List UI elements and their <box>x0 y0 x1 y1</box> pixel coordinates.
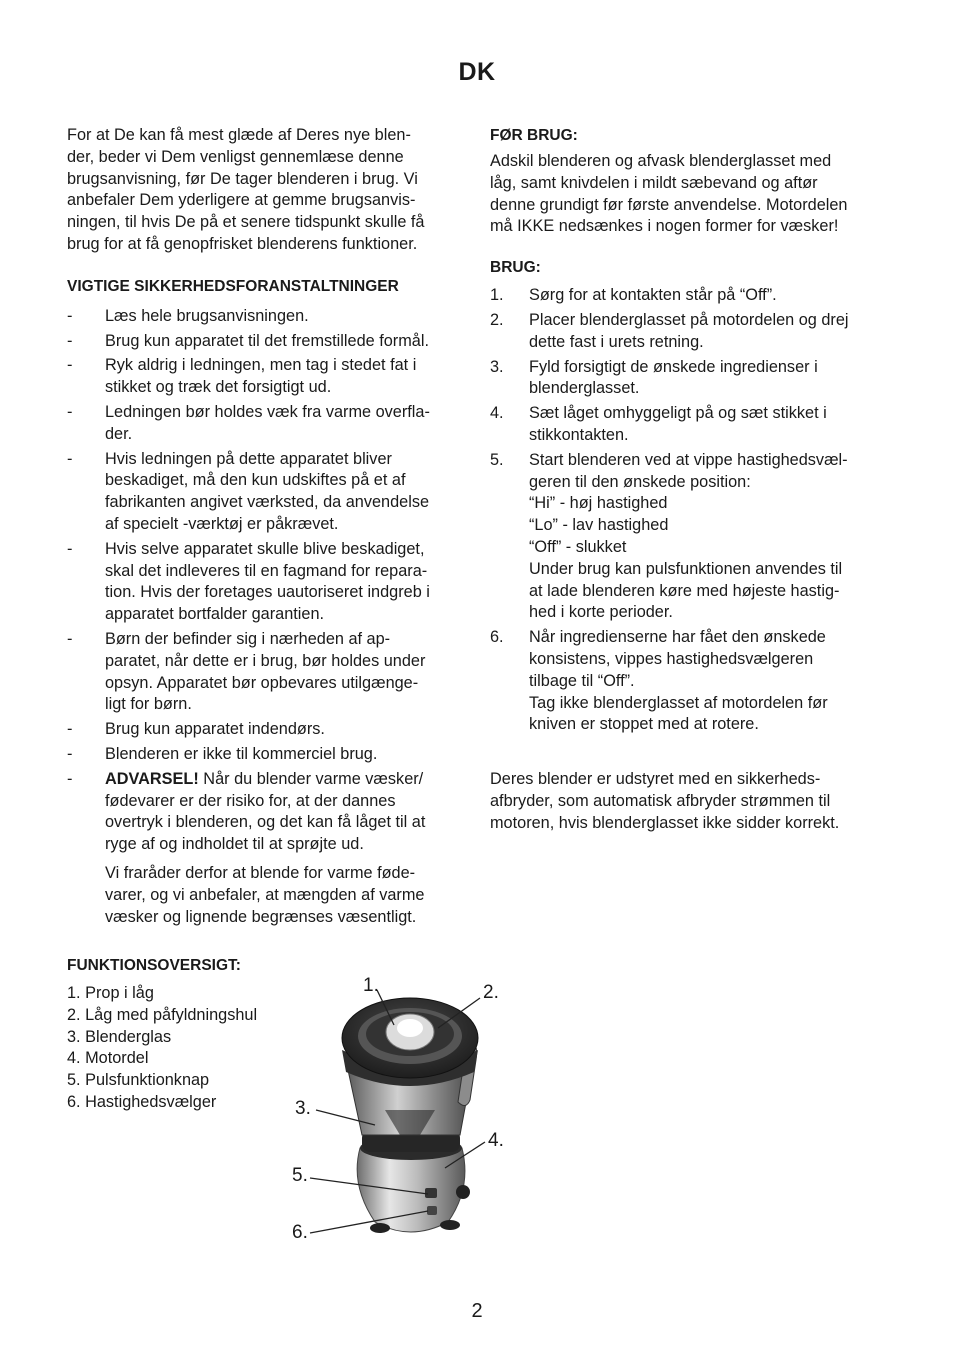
safety-line: skal det indleveres til en fagmand for repara- <box>105 561 428 580</box>
before-use-text <box>490 151 890 238</box>
use-heading: BRUG: <box>490 259 541 277</box>
callout-4: 4. <box>488 1130 504 1151</box>
safety-line: opsyn. Apparatet bør opbevares utilgænge- <box>105 673 419 692</box>
warning-advice <box>105 863 467 928</box>
safety-line: Hvis selve apparatet skulle blive beskadiget, <box>105 539 425 558</box>
warning-advice-line: varer, og vi anbefaler, at mængden af varme <box>105 885 425 904</box>
left-column <box>67 125 467 931</box>
dash-bullet: - <box>67 769 73 788</box>
intro-paragraph <box>67 125 467 256</box>
dash-bullet: - <box>67 331 73 350</box>
intro-line: der, beder vi Dem venligst gennemlæse denne <box>67 147 404 166</box>
overview-item: 4. Motordel <box>67 1049 149 1068</box>
dash-bullet: - <box>67 356 73 375</box>
step-line: hed i korte perioder. <box>529 603 673 622</box>
callout-5: 5. <box>292 1165 308 1186</box>
blender-image <box>280 970 540 1260</box>
dash-bullet: - <box>67 720 73 739</box>
step-number: 6. <box>490 628 504 647</box>
closing-paragraph <box>490 769 890 834</box>
overview-item: 1. Prop i låg <box>67 984 154 1002</box>
before-use-heading: FØR BRUG: <box>490 127 578 144</box>
safety-line: ligt for børn. <box>105 695 192 714</box>
warning-label: ADVARSEL! <box>105 769 199 788</box>
safety-line: Brug kun apparatet indendørs. <box>105 720 325 739</box>
safety-item <box>67 449 467 536</box>
step-line: “Off” - slukket <box>529 537 627 556</box>
overview-item: 6. Hastighedsvælger <box>67 1092 217 1111</box>
safety-line: Ryk aldrig i ledningen, men tag i stedet fat i <box>105 356 417 375</box>
intro-line: ningen, til hvis De på et senere tidspunkt skulle få <box>67 213 425 232</box>
step-line: Sæt låget omhyggeligt på og sæt stikket i <box>529 404 827 423</box>
step-line: blenderglasset. <box>529 379 640 398</box>
dash-bullet: - <box>67 402 73 421</box>
safety-line: Brug kun apparatet til det fremstillede formål. <box>105 331 429 350</box>
step-line: Fyld forsigtigt de ønskede ingredienser i <box>529 357 818 376</box>
function-overview <box>67 955 307 1114</box>
safety-line: af specielt -værktøj er påkrævet. <box>105 514 339 533</box>
use-step <box>490 450 890 624</box>
intro-line: For at De kan få mest glæde af Deres nye blen- <box>67 126 411 144</box>
blender-illustration <box>280 970 540 1260</box>
step-line: stikkontakten. <box>529 425 629 444</box>
warning-first-line: Når du blender varme væsker/ <box>198 769 424 788</box>
step-line: at lade blenderen køre med højeste hastig- <box>529 581 840 600</box>
step-line: kniven er stoppet med at rotere. <box>529 715 759 734</box>
page-number: 2 <box>471 1300 483 1322</box>
callout-3: 3. <box>295 1098 311 1119</box>
overview-heading: FUNKTIONSOVERSIGT: <box>67 957 241 974</box>
intro-line: anbefaler Dem yderligere at gemme brugsanvis- <box>67 191 416 210</box>
closing-line: motoren, hvis blenderglasset ikke sidder korrekt. <box>490 813 840 832</box>
safety-line: der. <box>105 424 133 443</box>
step-number: 1. <box>490 286 504 305</box>
callout-6: 6. <box>292 1222 308 1243</box>
step-line: Når ingredienserne har fået den ønskede <box>529 628 826 647</box>
before-use-line: må IKKE nedsænkes i nogen former for væsker! <box>490 217 839 236</box>
step-number: 3. <box>490 357 504 376</box>
safety-warning-item <box>67 769 467 929</box>
safety-item <box>67 402 467 446</box>
before-use-line: Adskil blenderen og afvask blenderglasset med <box>490 152 832 170</box>
step-line: “Lo” - lav hastighed <box>529 516 669 535</box>
safety-line: paratet, når dette er i brug, bør holdes under <box>105 651 426 670</box>
safety-line: beskadiget, må den kun udskiftes på et af <box>105 471 406 490</box>
step-line: Under brug kan pulsfunktionen anvendes til <box>529 559 843 578</box>
safety-item <box>67 355 467 399</box>
safety-list <box>67 306 467 929</box>
overview-item: 3. Blenderglas <box>67 1027 172 1046</box>
step-number: 4. <box>490 404 504 423</box>
dash-bullet: - <box>67 629 73 648</box>
step-number: 5. <box>490 450 504 469</box>
use-steps <box>490 285 890 736</box>
warning-advice-line: Vi fraråder derfor at blende for varme føde- <box>105 863 416 882</box>
warning-line: overtryk i blenderen, og det kan få låget til at <box>105 813 426 832</box>
dash-bullet: - <box>67 306 73 325</box>
step-line: tilbage til “Off”. <box>529 671 635 690</box>
warning-line: ryge af og indholdet til at sprøjte ud. <box>105 835 364 854</box>
overview-item: 5. Pulsfunktionknap <box>67 1071 210 1090</box>
safety-line: apparatet bortfalder garantien. <box>105 605 325 624</box>
safety-line: Blenderen er ikke til kommerciel brug. <box>105 744 378 763</box>
step-line: dette fast i urets retning. <box>529 332 704 351</box>
warning-advice-line: væsker og lignende begrænses væsentligt. <box>105 907 417 926</box>
callout-1: 1. <box>363 975 379 996</box>
dash-bullet: - <box>67 539 73 558</box>
safety-line: stikket og træk det forsigtigt ud. <box>105 378 332 397</box>
step-line: “Hi” - høj hastighed <box>529 494 668 513</box>
safety-heading: VIGTIGE SIKKERHEDSFORANSTALTNINGER <box>67 277 399 295</box>
use-step <box>490 627 890 736</box>
overview-list <box>67 983 307 1114</box>
safety-line: Børn der befinder sig i nærheden af ap- <box>105 629 391 648</box>
safety-item <box>67 306 467 328</box>
step-line: Start blenderen ved at vippe hastighedsvæl- <box>529 450 848 469</box>
safety-item <box>67 629 467 716</box>
use-step <box>490 403 890 447</box>
safety-line: Hvis ledningen på dette apparatet bliver <box>105 449 392 468</box>
safety-line: Ledningen bør holdes væk fra varme overfla- <box>105 402 430 421</box>
step-line: Sørg for at kontakten står på “Off”. <box>529 286 777 305</box>
intro-line: brugsanvisning, før De tager blenderen i brug. Vi <box>67 169 418 188</box>
closing-line: Deres blender er udstyret med en sikkerheds- <box>490 770 821 789</box>
safety-line: fabrikanten angivet værksted, da anvendelse <box>105 493 430 512</box>
step-line: Tag ikke blenderglasset af motordelen før <box>529 693 828 712</box>
overview-item: 2. Låg med påfyldningshul <box>67 1005 258 1024</box>
safety-item <box>67 331 467 353</box>
step-number: 2. <box>490 310 504 329</box>
use-step <box>490 310 890 354</box>
safety-item <box>67 744 467 766</box>
warning-line: fødevarer er der risiko for, at der dannes <box>105 791 396 810</box>
right-column <box>490 125 890 835</box>
safety-item <box>67 719 467 741</box>
page-title: DK <box>458 58 496 86</box>
intro-line: brug for at få genopfrisket blenderens funktioner. <box>67 234 418 253</box>
use-step <box>490 357 890 401</box>
safety-line: tion. Hvis der foretages uautoriseret indgreb i <box>105 583 430 602</box>
step-line: Placer blenderglasset på motordelen og drej <box>529 310 849 329</box>
dash-bullet: - <box>67 744 73 763</box>
safety-line: Læs hele brugsanvisningen. <box>105 306 309 325</box>
callout-2: 2. <box>483 982 499 1003</box>
closing-line: afbryder, som automatisk afbryder strømmen til <box>490 791 831 810</box>
before-use-line: låg, samt knivdelen i mildt sæbevand og aftør <box>490 173 818 192</box>
before-use-line: denne grundigt før første anvendelse. Motordelen <box>490 195 848 214</box>
use-step <box>490 285 890 307</box>
step-line: geren til den ønskede position: <box>529 472 751 491</box>
safety-item <box>67 539 467 626</box>
dash-bullet: - <box>67 449 73 468</box>
step-line: konsistens, vippes hastighedsvælgeren <box>529 649 814 668</box>
